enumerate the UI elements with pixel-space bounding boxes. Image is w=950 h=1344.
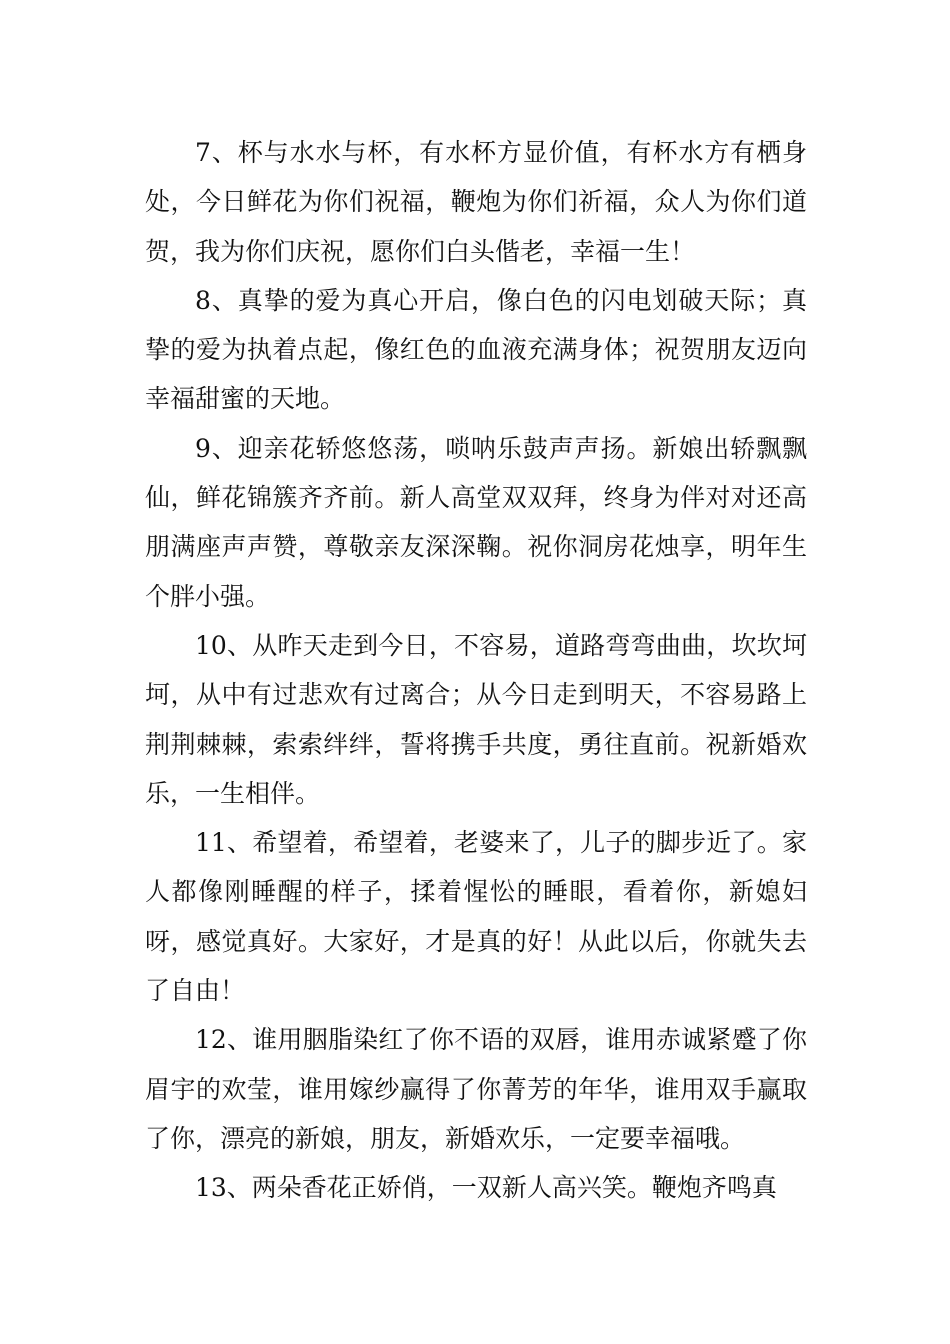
paragraph-7: 7、杯与水水与杯，有水杯方显价值，有杯水方有栖身处，今日鲜花为你们祝福，鞭炮为你们祈福，众人为你们道贺，我为你们庆祝，愿你们白头偕老，幸福一生！: [145, 138, 807, 266]
paragraph-11: 11、希望着，希望着，老婆来了，儿子的脚步近了。家人都像刚睡醒的样子，揉着惺忪的睡眼，看着你，新媳妇呀，感觉真好。大家好，才是真的好！从此以后，你就失去了自由！: [145, 828, 807, 1006]
paragraph-13: 13、两朵香花正娇俏，一双新人高兴笑。鞭炮齐鸣真: [195, 1173, 777, 1203]
paragraph-12: 12、谁用胭脂染红了你不语的双唇，谁用赤诚紧蹙了你眉宇的欢莹，谁用嫁纱赢得了你菁芳的年华，谁用双手赢取了你，漂亮的新娘，朋友，新婚欢乐，一定要幸福哦。: [145, 1025, 807, 1153]
paragraph-9: 9、迎亲花轿悠悠荡，唢呐乐鼓声声扬。新娘出轿飘飘仙，鲜花锦簇齐齐前。新人高堂双双拜，终身为伴对对还高朋满座声声赞，尊敬亲友深深鞠。祝你洞房花烛享，明年生个胖小强。: [145, 433, 807, 611]
paragraph-8: 8、真挚的爱为真心开启，像白色的闪电划破天际；真挚的爱为执着点起，像红色的血液充满身体；祝贺朋友迈向幸福甜蜜的天地。: [145, 285, 807, 414]
document-body: [145, 128, 807, 1213]
paragraph-10: 10、从昨天走到今日，不容易，道路弯弯曲曲，坎坎坷坷，从中有过悲欢有过离合；从今日走到明天，不容易路上荆荆棘棘，索索绊绊，誓将携手共度，勇往直前。祝新婚欢乐，一生相伴。: [145, 630, 807, 808]
